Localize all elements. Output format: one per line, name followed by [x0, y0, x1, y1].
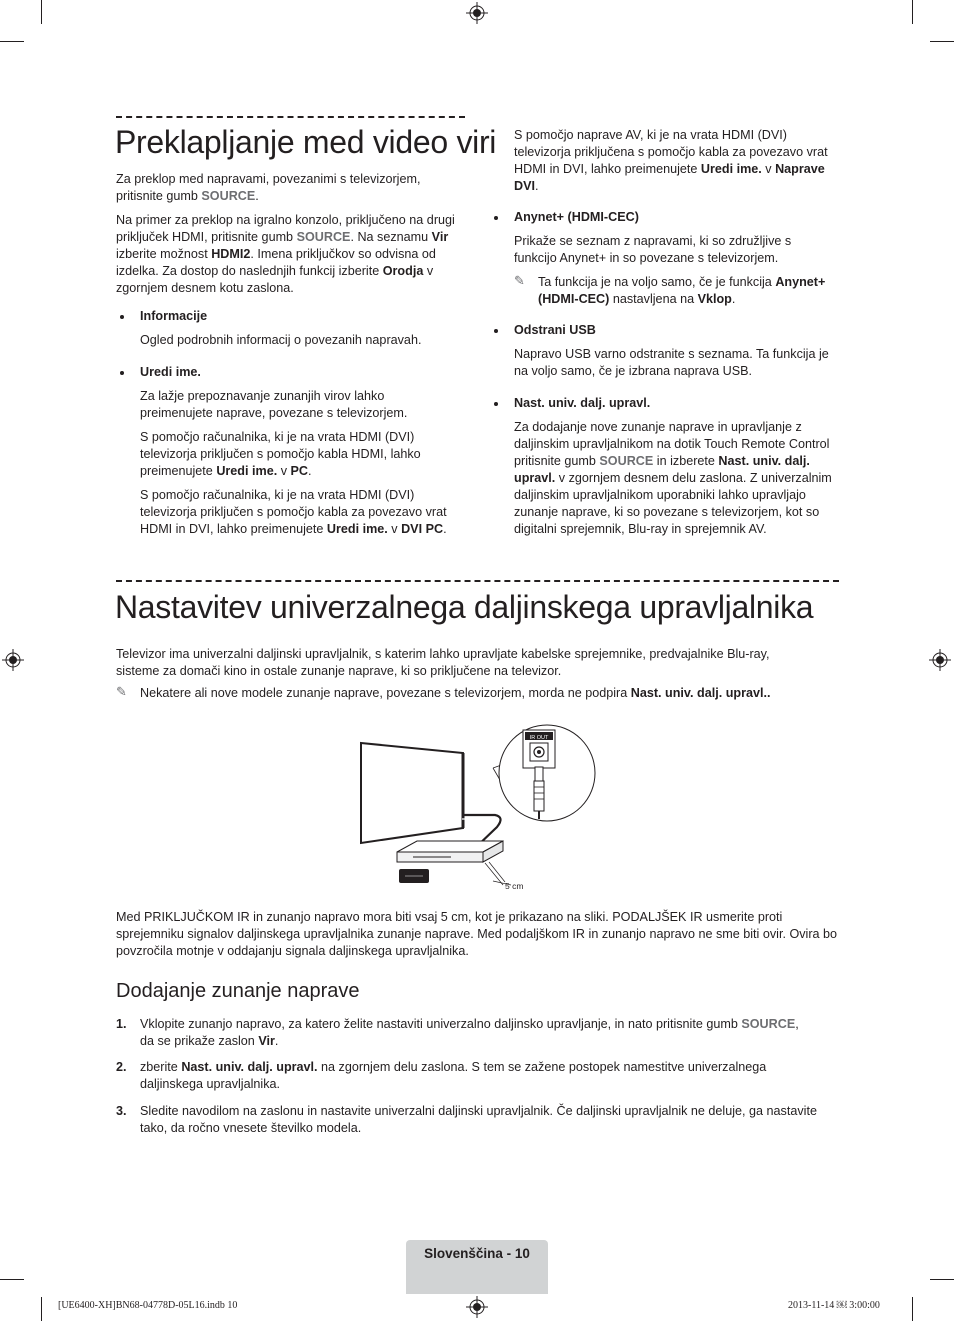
crop-mark — [930, 41, 954, 42]
list-item-label: Uredi ime. — [140, 365, 201, 379]
distance-paragraph: Med PRIKLJUČKOM IR in zunanjo napravo mora biti vsaj 5 cm, kot je prikazano na sliki. PODALJŠEK IR usmerite proti sprejemniku signalov daljinskega upravljalnika zunanje naprave. Med podaljškom IR in zunanjo napravo ne sme biti ovir. Ovira bo povzročila motnje v oddajanju signala daljinskega upravljalnika. — [116, 910, 838, 958]
list-item-label: Anynet+ (HDMI-CEC) — [514, 210, 639, 224]
page-number: Slovenščina - 10 — [424, 1246, 530, 1261]
intro-paragraph: Za preklop med napravami, povezanimi s televizorjem, pritisnite gumb SOURCE. — [116, 172, 421, 203]
list-item-label: Nast. univ. dalj. upravl. — [514, 396, 651, 410]
print-slug-left: [UE6400-XH]BN68-04778D-05L16.indb 10 — [58, 1300, 238, 1311]
ir-extender-illustration — [399, 869, 429, 883]
subsection-title: Dodajanje zunanje naprave — [116, 980, 360, 1002]
pc-hdmi-paragraph: S pomočjo računalnika, ki je na vrata HDMI (DVI) televizorja priključen s pomočjo kabla HDMI, lahko preimenujete Uredi ime. v PC. — [140, 430, 421, 478]
registration-mark-icon — [466, 1296, 488, 1318]
step-text: Vklopite zunanjo napravo, za katero želite nastaviti univerzalno daljinsko upravljanje, in nato pritisnite gumb SOURCE, da se prikaže zaslon Vir. — [140, 1017, 799, 1048]
crop-mark — [912, 1297, 913, 1321]
list-item-label: Odstrani USB — [514, 323, 596, 337]
universal-remote-paragraph: Za dodajanje nove zunanje naprave in upravljanje z daljinskim upravljalnikom na dotik Touch Remote Control pritisnite gumb SOURCE in izberete Nast. univ. dalj. upravl. v zgornjem desnem delu zaslona. Z univerzalnim daljinskim upravljalnikom uporabniki lahko upravljajo zunanje naprave, ki so povezane s televizorjem, kot so digitalni sprejemnik, Blu-ray in sprejemnik AV. — [514, 420, 832, 536]
step-number: 3. — [116, 1104, 127, 1118]
bullet — [120, 371, 124, 375]
section-title: Preklapljanje med video viri — [115, 124, 497, 160]
crop-mark — [0, 1279, 24, 1280]
registration-mark-icon — [2, 649, 24, 671]
list-item-label: Informacije — [140, 309, 208, 323]
crop-mark — [41, 0, 42, 24]
step-text: Sledite navodilom na zaslonu in nastavite univerzalni daljinski upravljalnik. Če daljinski upravljalnik ne deluje, ga nastavite tako, da ročno vnesete številko modela. — [140, 1104, 817, 1135]
list-item-text: Napravo USB varno odstranite s seznama. Ta funkcija je na voljo samo, če je izbrana naprava USB. — [514, 347, 829, 378]
section-divider — [116, 580, 839, 582]
crop-mark — [930, 1279, 954, 1280]
tv-illustration — [361, 743, 463, 843]
registration-mark-icon — [466, 2, 488, 24]
external-device-illustration — [397, 841, 503, 862]
list-item-text: Ogled podrobnih informacij o povezanih napravah. — [140, 333, 422, 347]
list-item-text: Za lažje prepoznavanje zunanjih virov lahko preimenujete naprave, povezane s televizorjem. — [140, 389, 408, 420]
step-text: zberite Nast. univ. dalj. upravl. na zgornjem delu zaslona. S tem se zažene postopek namestitve univerzalnega daljinskega upravljalnika. — [140, 1060, 767, 1091]
ir-connection-diagram — [355, 715, 600, 895]
pc-dvi-paragraph: S pomočjo računalnika, ki je na vrata HDMI (DVI) televizorja priključen s pomočjo kabla za povezavo vrat HDMI in DVI, lahko preimenujete Uredi ime. v DVI PC. — [140, 488, 447, 536]
distance-label: 5 cm — [505, 881, 524, 891]
note-text: Nekatere ali nove modele zunanje naprave, povezane s televizorjem, morda ne podpira Nast. univ. dalj. upravl.. — [140, 686, 771, 700]
intro-paragraph: Televizor ima univerzalni daljinski upravljalnik, s katerim lahko upravljate kabelske sprejemnike, predvajalnike Blu-ray, sisteme za domači kino in ostale zunanje naprave, ki so priključene na televizor. — [116, 647, 770, 678]
pencil-note-icon: ✎ — [116, 684, 127, 699]
list-item-text: Prikaže se seznam z napravami, ki so združljive s funkcijo Anynet+ in so povezane s televizorjem. — [514, 234, 792, 265]
section-divider — [116, 116, 465, 118]
av-dvi-paragraph: S pomočjo naprave AV, ki je na vrata HDMI (DVI) televizorja priključena s pomočjo kabla za povezavo vrat HDMI in DVI, lahko preimenujete Uredi ime. v Naprave DVI. — [514, 128, 828, 193]
section-title: Nastavitev univerzalnega daljinskega upravljalnika — [115, 589, 814, 625]
anynet-note: Ta funkcija je na voljo samo, če je funkcija Anynet+ (HDMI-CEC) nastavljena na Vklop. — [538, 275, 826, 306]
crop-mark — [912, 0, 913, 24]
step-number: 1. — [116, 1017, 127, 1031]
bullet — [120, 315, 124, 319]
bullet — [494, 216, 498, 220]
example-paragraph: Na primer za preklop na igralno konzolo, priključeno na drugi priključek HDMI, pritisnite gumb SOURCE. Na seznamu Vir izberite možnost HDMI2. Imena priključkov so odvisna od izdelka. Za dostop do naslednjih funkcij izberite Orodja v zgornjem desnem kotu zaslona. — [116, 213, 455, 295]
bullet — [494, 329, 498, 333]
crop-mark — [41, 1297, 42, 1321]
crop-mark — [0, 41, 24, 42]
port-label: IR OUT — [529, 735, 549, 741]
pencil-note-icon: ✎ — [514, 273, 525, 288]
bullet — [494, 402, 498, 406]
registration-mark-icon — [929, 649, 951, 671]
print-slug-right: 2013-11-14 ￼ 3:00:00 — [788, 1300, 880, 1311]
step-number: 2. — [116, 1060, 127, 1074]
